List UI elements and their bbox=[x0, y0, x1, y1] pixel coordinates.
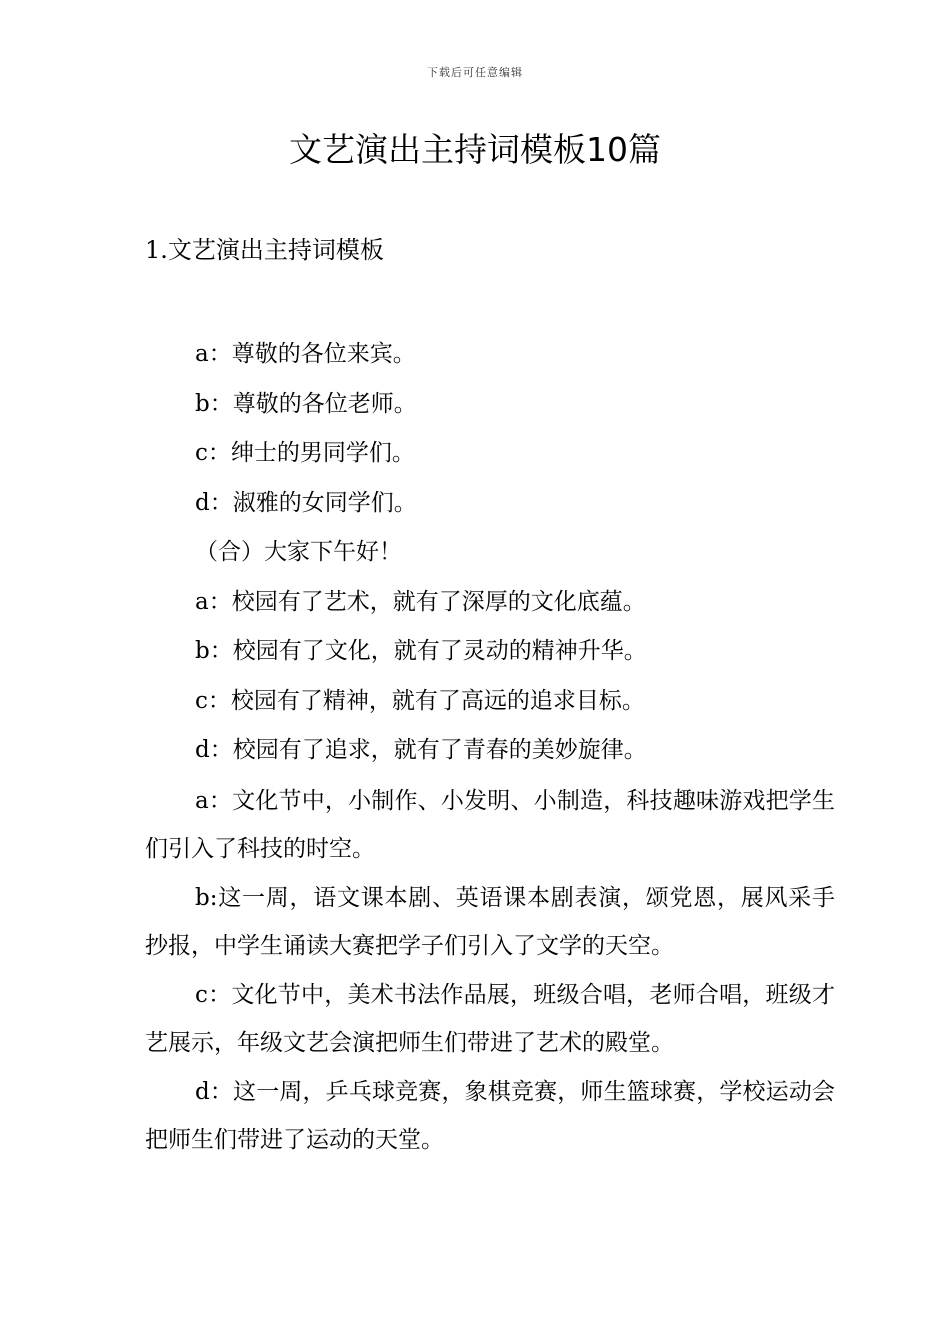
dialogue-line: b：校园有了文化，就有了灵动的精神升华。 bbox=[195, 638, 647, 664]
dialogue-line: b：尊敬的各位老师。 bbox=[195, 390, 417, 417]
dialogue-paragraph: d：这一周，乒乓球竞赛，象棋竞赛，师生篮球赛，学校运动会把师生们带进了运动的天堂。 bbox=[145, 1078, 835, 1153]
dialogue-line: a：校园有了艺术，就有了深厚的文化底蕴。 bbox=[195, 588, 646, 615]
page-header-note: 下载后可任意编辑 bbox=[427, 66, 523, 79]
dialogue-line: c：绅士的男同学们。 bbox=[195, 440, 415, 466]
dialogue-line: d：淑雅的女同学们。 bbox=[195, 489, 417, 516]
dialogue-line: （合）大家下午好！ bbox=[195, 539, 402, 565]
document-title: 文艺演出主持词模板10篇 bbox=[289, 130, 661, 169]
dialogue-line: a：尊敬的各位来宾。 bbox=[195, 341, 416, 367]
dialogue-paragraph: a：文化节中，小制作、小发明、小制造，科技趣味游戏把学生们引入了科技的时空。 bbox=[145, 787, 835, 862]
section-heading: 1.文艺演出主持词模板 bbox=[145, 236, 384, 264]
dialogue-paragraph: c：文化节中，美术书法作品展，班级合唱，老师合唱，班级才艺展示，年级文艺会演把师生们带进了艺术的殿堂。 bbox=[145, 981, 835, 1056]
dialogue-line: c：校园有了精神，就有了高远的追求目标。 bbox=[195, 687, 645, 714]
dialogue-paragraph: b:这一周，语文课本剧、英语课本剧表演，颂党恩，展风采手抄报，中学生诵读大赛把学子们引入了文学的天空。 bbox=[145, 884, 835, 959]
document-body bbox=[145, 330, 835, 1164]
dialogue-line: d：校园有了追求，就有了青春的美妙旋律。 bbox=[195, 737, 647, 763]
